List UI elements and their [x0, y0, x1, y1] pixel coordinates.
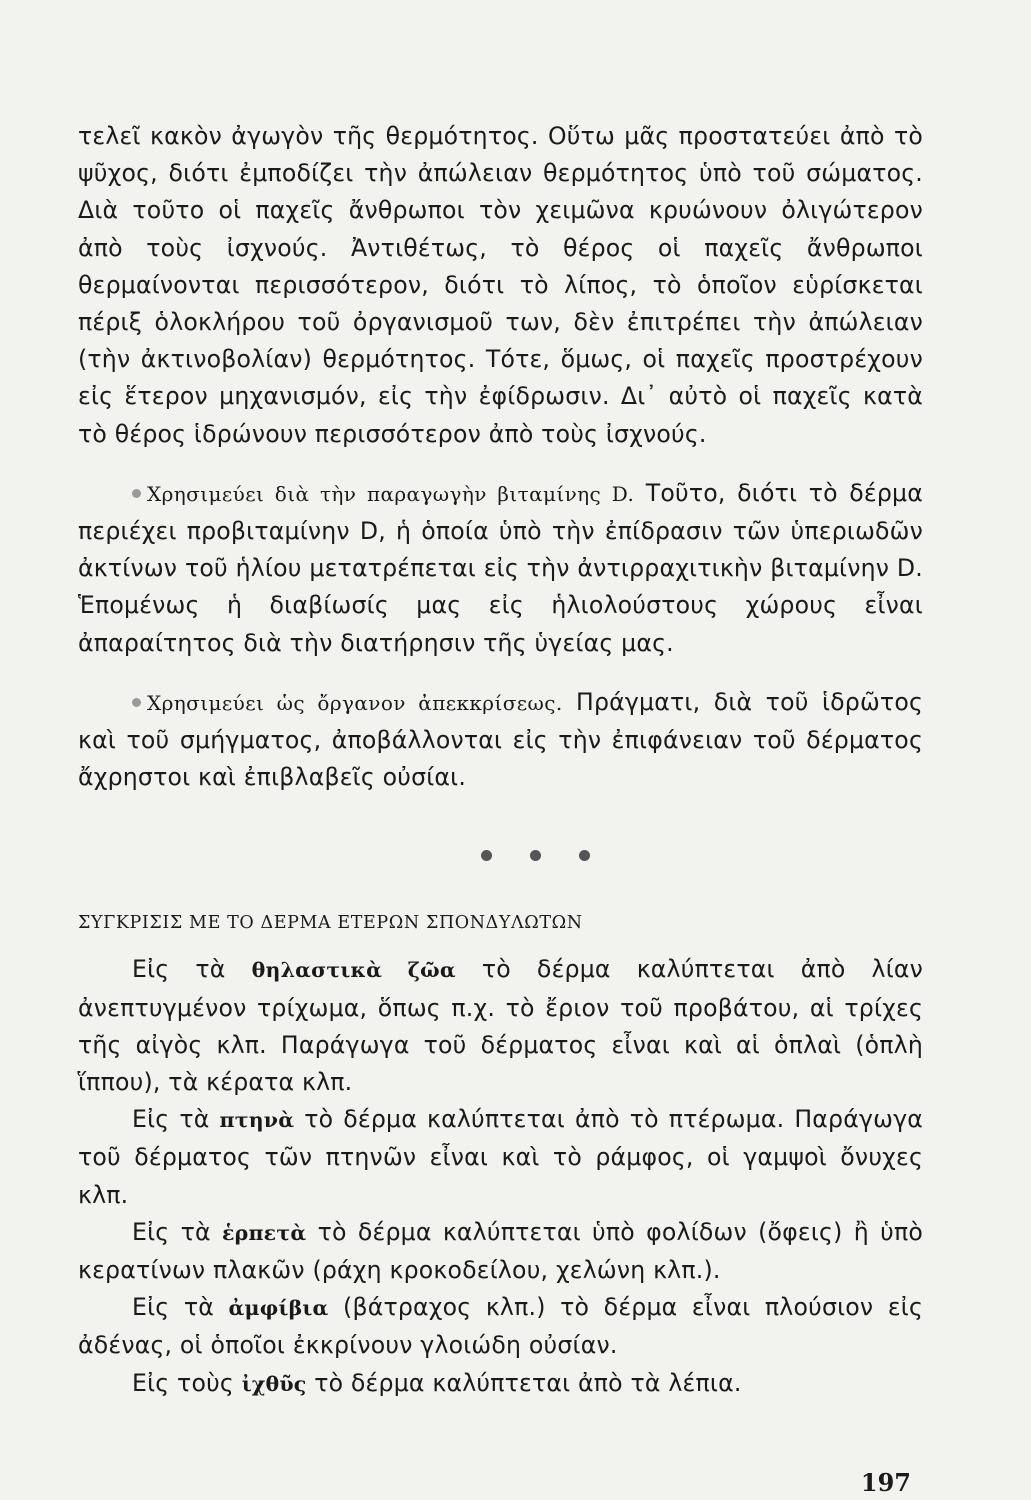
bullet-icon: [132, 698, 141, 707]
paragraph-vitamin-d: [78, 475, 923, 662]
paragraph-fish: [78, 1365, 923, 1403]
paragraph-heat-conduction: τελεῖ κακὸν ἀγωγὸν τῆς θερμότητος. Οὕτω μᾶς προστατεύει ἀπὸ τὸ ψῦχος, διότι ἐμποδίζει τὴν ἀπώλειαν θερμότητος ὑπὸ τοῦ σώματος. Διὰ τοῦτο οἱ παχεῖς ἄνθρωποι τὸν χειμῶνα κρυώνουν ὀλιγώτερον ἀπὸ τοὺς ἰσχνούς. Ἀντιθέτως, τὸ θέρος οἱ παχεῖς ἄνθρωποι θερμαίνονται περισσότερον, διότι τὸ λίπος, τὸ ὁποῖον εὑρίσκεται πέριξ ὁλοκλήρου τοῦ ὀργανισμοῦ των, δὲν ἐπιτρέπει τὴν ἀπώλειαν (τὴν ἀκτινοβολίαν) θερμότητος. Τότε, ὅμως, οἱ παχεῖς προστρέχουν εἰς ἕτερον μηχανισμόν, εἰς τὴν ἐφίδρωσιν. Δι᾽ αὐτὸ οἱ παχεῖς κατὰ τὸ θέρος ἱδρώνουν περισσότερον ἀπὸ τοὺς ἰσχνούς.: [78, 122, 923, 448]
page-number: 197: [860, 1468, 911, 1497]
separator-dot-icon: [579, 850, 590, 861]
text-fish: τὸ δέρμα καλύπτεται ἀπὸ τὰ λέπια.: [314, 1368, 742, 1397]
text-excretion: Πράγματι, διὰ τοῦ ἱδρῶτος καὶ τοῦ σμήγματος, ἀποβάλλονται εἰς τὴν ἐπιφάνειαν τοῦ δέρματος ἄχρηστοι καὶ ἐπιβλαβεῖς οὐσίαι.: [78, 687, 923, 792]
comparison-section: [78, 951, 923, 1402]
text-reptiles: τὸ δέρμα καλύπτεται ὑπὸ φολίδων (ὄφεις) ἢ ὑπὸ κερατίνων πλακῶν (ράχη κροκοδείλου, χελώνη κλπ.).: [78, 1217, 924, 1285]
text-prefix: Εἰς τὰ: [132, 1217, 211, 1246]
paragraph-amphibians: [78, 1289, 923, 1364]
text-birds: τὸ δέρμα καλύπτεται ἀπὸ τὸ πτέρωμα. Παράγωγα τοῦ δέρματος τῶν πτηνῶν εἶναι καὶ τὸ ράμφος, οἱ γαμψοὶ ὄνυχες κλπ.: [78, 1105, 923, 1209]
separator-dot-icon: [481, 850, 492, 861]
text-prefix: Εἰς τὰ: [132, 1293, 215, 1322]
page-body: [78, 118, 923, 1403]
term-reptiles: ἑρπετὰ: [221, 1220, 307, 1245]
paragraph-excretion: [78, 684, 923, 797]
paragraph-reptiles: [78, 1214, 923, 1289]
text-mammals: τὸ δέρμα καλύπτεται ἀπὸ λίαν ἀνεπτυγμένον τρίχωμα, ὅπως π.χ. τὸ ἔριον τοῦ προβάτου, αἱ τρίχες τῆς αἰγὸς κλπ. Παράγωγα τοῦ δέρματος εἶναι καὶ αἱ ὁπλαὶ (ὁπλὴ ἵππου), τὰ κέρατα κλπ.: [78, 955, 924, 1097]
separator-dot-icon: [530, 850, 541, 861]
text-vitamin-d: Τοῦτο, διότι τὸ δέρμα περιέχει προβιταμίνην D, ἡ ὁποία ὑπὸ τὴν ἐπίδρασιν τῶν ὑπεριωδῶν ἀκτίνων τοῦ ἡλίου μετατρέπεται εἰς τὴν ἀντιρραχιτικὴν βιταμίνην D. Ἑπομένως ἡ διαβίωσίς μας εἰς ἡλιολούστους χώρους εἶναι ἀπαραίτητος διὰ τὴν διατήρησιν τῆς ὑγείας μας.: [78, 478, 923, 657]
section-separator: [148, 850, 923, 861]
lead-excretion: Χρησιμεύει ὡς ὄργανον ἀπεκκρίσεως.: [147, 690, 563, 715]
bullet-icon: [132, 489, 141, 498]
text-prefix: Εἰς τοὺς: [132, 1368, 234, 1397]
paragraph-mammals: [78, 951, 923, 1101]
term-fish: ἰχθῦς: [241, 1371, 307, 1396]
lead-vitamin-d: Χρησιμεύει διὰ τὴν παραγωγὴν βιταμίνης D.: [147, 481, 635, 506]
text-prefix: Εἰς τὰ: [132, 955, 226, 984]
text-amphibians: (βάτραχος κλπ.) τὸ δέρμα εἶναι πλούσιον εἰς ἀδένας, οἱ ὁποῖοι ἐκκρίνουν γλοιώδη οὐσίαν.: [78, 1293, 924, 1360]
term-mammals: θηλαστικὰ ζῶα: [251, 958, 456, 983]
term-birds: πτηνὰ: [219, 1108, 295, 1133]
section-heading: ΣΥΓΚΡΙΣΙΣ ΜΕ ΤΟ ΔΕΡΜΑ ΕΤΕΡΩΝ ΣΠΟΝΔΥΛΩΤΩΝ: [78, 913, 583, 934]
text-prefix: Εἰς τὰ: [132, 1105, 210, 1134]
term-amphibians: ἀμφίβια: [228, 1296, 329, 1321]
paragraph-birds: [78, 1101, 923, 1214]
